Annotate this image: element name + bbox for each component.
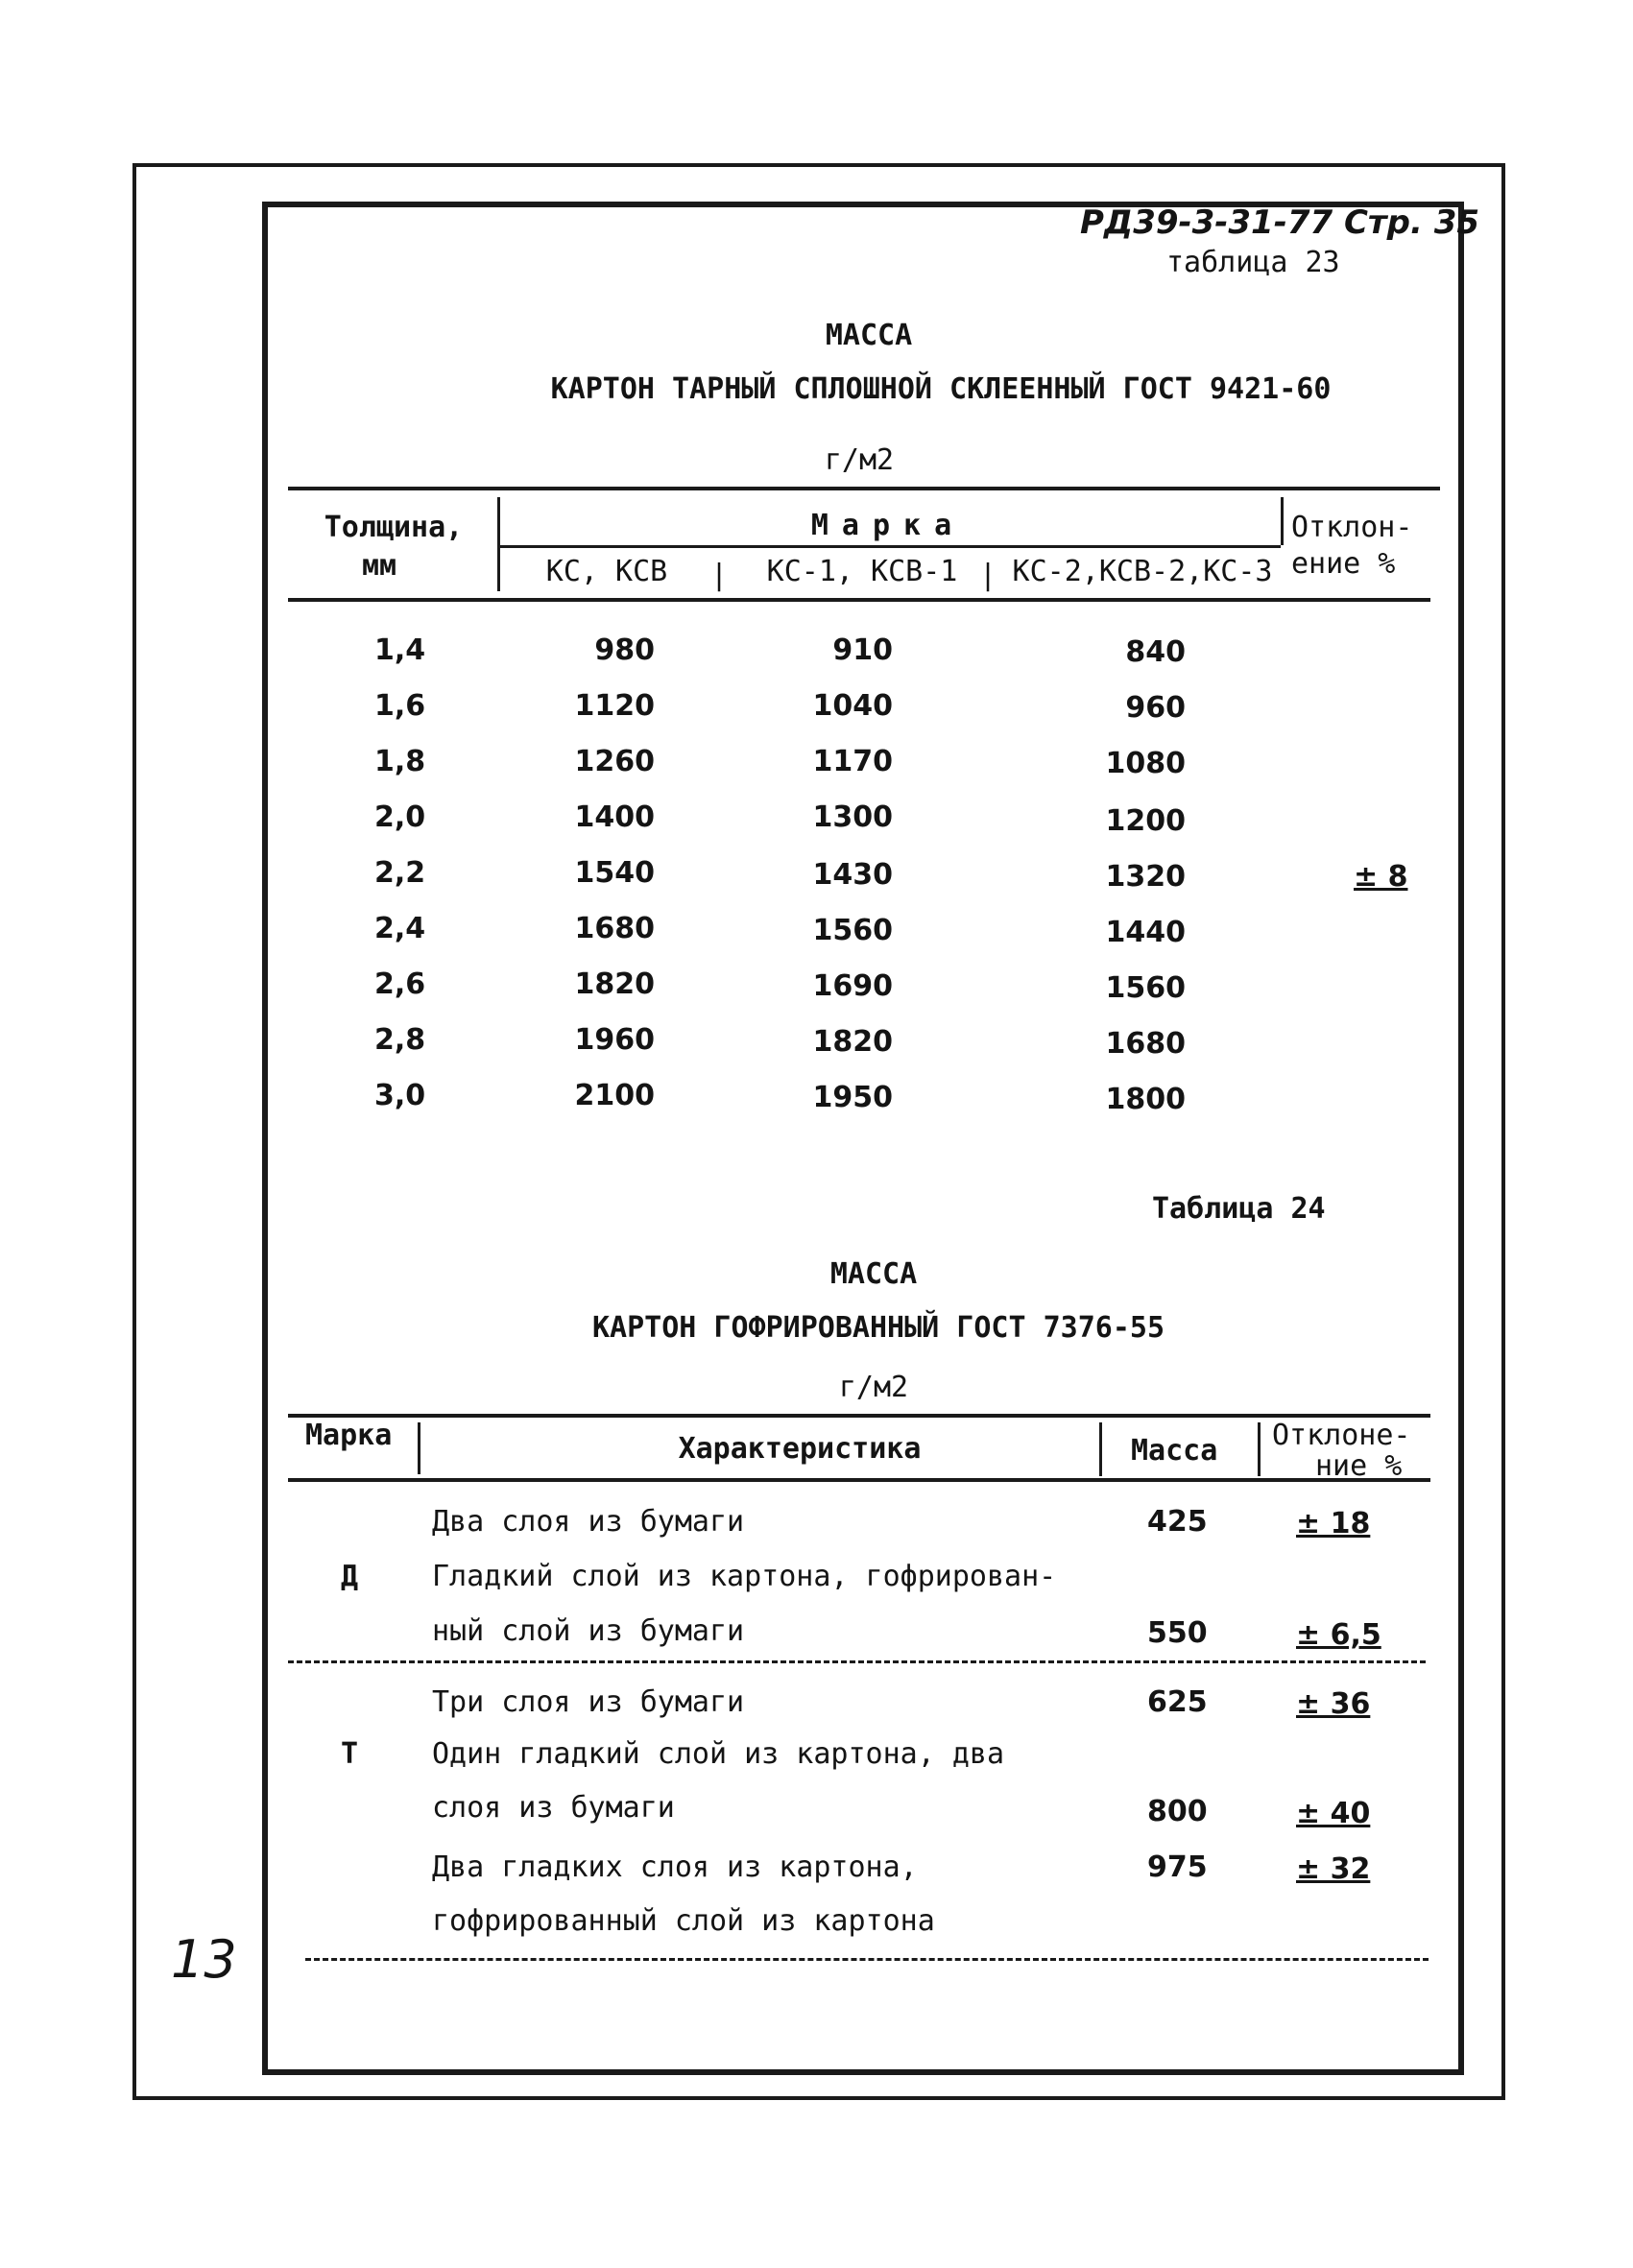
table23-grade-column: КС, КСВ	[545, 555, 668, 588]
table23-cell: 1680	[574, 912, 655, 945]
table23-grade-header: Марка	[810, 509, 966, 542]
table24-deviation-cell: ± 40	[1296, 1797, 1371, 1830]
table23-thickness-cell: 2,0	[374, 800, 426, 834]
table24-characteristic-line: гофрированный слой из картона	[432, 1904, 935, 1938]
table23-header-rule	[288, 598, 1430, 602]
table23-subtitle: КАРТОН ТАРНЫЙ СПЛОШНОЙ СКЛЕЕННЫЙ ГОСТ 9421-60	[550, 372, 1332, 406]
table23-cell: 1320	[1105, 860, 1186, 894]
table24-characteristic-header: Характеристика	[678, 1432, 922, 1466]
document-code: РД39-3-31-77 Стр. 35	[1080, 203, 1480, 242]
table23-cell: 1820	[574, 967, 655, 1001]
table24-unit: г/м2	[838, 1371, 909, 1404]
table23-unit: г/м2	[824, 443, 895, 477]
table24-deviation-cell: ± 36	[1296, 1687, 1371, 1721]
table24-col-divider	[418, 1422, 420, 1474]
table23-thickness-cell: 1,6	[374, 689, 426, 723]
table23-label: таблица 23	[1166, 246, 1340, 279]
table23-cell: 1120	[574, 689, 655, 723]
table23-cell: 1800	[1105, 1083, 1186, 1116]
table23-thickness-unit: мм	[361, 549, 397, 583]
table23-cell: 910	[832, 633, 893, 667]
table24-grade-d: Д	[341, 1560, 359, 1593]
table23-cell: 1540	[574, 856, 655, 890]
table23-cell: 1950	[812, 1081, 893, 1114]
table23-deviation-cell: ± 8	[1354, 860, 1408, 894]
table23-col-divider	[497, 497, 500, 591]
table24-col-divider	[1099, 1422, 1102, 1476]
table24-subtitle: КАРТОН ГОФРИРОВАННЫЙ ГОСТ 7376-55	[591, 1311, 1165, 1345]
table23-top-rule	[288, 487, 1440, 490]
table23-column-separator: |	[710, 559, 729, 592]
table23-thickness-cell: 2,8	[374, 1023, 426, 1057]
table24-mass-cell: 800	[1147, 1795, 1208, 1828]
table24-mass-cell: 550	[1147, 1616, 1208, 1650]
table23-cell: 1560	[812, 914, 893, 947]
table24-characteristic-line: ный слой из бумаги	[432, 1614, 745, 1648]
table23-grade-column: КС-2,КСВ-2,КС-3	[1012, 555, 1273, 588]
table24-mass-header: Масса	[1131, 1434, 1218, 1468]
table23-cell: 840	[1125, 635, 1186, 669]
table24-group-separator	[288, 1660, 1426, 1663]
table23-cell: 1200	[1105, 804, 1186, 838]
table23-thickness-cell: 3,0	[374, 1079, 426, 1112]
table24-characteristic-line: слоя из бумаги	[432, 1791, 675, 1825]
table24-mass-cell: 625	[1147, 1685, 1208, 1719]
table23-grade-rule	[497, 545, 1281, 548]
table23-cell: 1040	[812, 689, 893, 723]
table24-label: Таблица 24	[1152, 1192, 1326, 1226]
table24-mass-cell: 425	[1147, 1505, 1208, 1539]
table23-thickness-cell: 1,8	[374, 745, 426, 778]
table23-cell: 1820	[812, 1025, 893, 1059]
table24-header-rule	[288, 1478, 1430, 1482]
table24-deviation-header: Отклоне-	[1272, 1419, 1411, 1452]
table23-cell: 1560	[1105, 971, 1186, 1005]
table23-thickness-cell: 2,6	[374, 967, 426, 1001]
table24-deviation-header: ние %	[1315, 1449, 1403, 1483]
table23-thickness-cell: 2,4	[374, 912, 426, 945]
table23-cell: 2100	[574, 1079, 655, 1112]
table23-thickness-header: Толщина,	[324, 511, 464, 544]
table23-deviation-header: Отклон-	[1291, 511, 1413, 544]
table24-col-divider	[1258, 1422, 1261, 1476]
table23-col-divider	[1281, 497, 1284, 545]
table24-title: МАССА	[829, 1257, 918, 1291]
table23-cell: 980	[594, 633, 655, 667]
table23-title: МАССА	[825, 319, 913, 352]
table23-cell: 1960	[574, 1023, 655, 1057]
table23-cell: 1080	[1105, 747, 1186, 780]
table23-grade-column: КС-1, КСВ-1	[766, 555, 958, 588]
table23-deviation-header: ение %	[1291, 547, 1396, 581]
table23-cell: 1400	[574, 800, 655, 834]
table23-cell: 1430	[812, 858, 893, 892]
table24-characteristic-line: Три слоя из бумаги	[432, 1685, 745, 1719]
table23-cell: 1300	[812, 800, 893, 834]
table24-characteristic-line: Гладкий слой из картона, гофрирован-	[432, 1560, 1057, 1593]
table24-characteristic-line: Два слоя из бумаги	[432, 1505, 745, 1539]
table24-grade-t: Т	[341, 1737, 359, 1771]
table24-characteristic-line: Два гладких слоя из картона,	[432, 1850, 918, 1884]
table24-characteristic-line: Один гладкий слой из картона, два	[432, 1737, 1005, 1771]
table23-cell: 1170	[812, 745, 893, 778]
table24-bottom-separator	[305, 1958, 1429, 1961]
table24-top-rule	[288, 1414, 1430, 1418]
table24-deviation-cell: ± 32	[1296, 1852, 1371, 1886]
table24-grade-header: Марка	[305, 1419, 393, 1452]
table23-cell: 1690	[812, 969, 893, 1003]
table24-deviation-cell: ± 18	[1296, 1507, 1371, 1540]
table24-mass-cell: 975	[1147, 1850, 1208, 1884]
table23-column-separator: |	[979, 559, 997, 592]
handwritten-page-number: 13	[171, 1929, 237, 1990]
table23-thickness-cell: 2,2	[374, 856, 426, 890]
table23-cell: 1440	[1105, 916, 1186, 949]
table23-cell: 960	[1125, 691, 1186, 725]
table23-cell: 1680	[1105, 1027, 1186, 1061]
table23-thickness-cell: 1,4	[374, 633, 426, 667]
table24-deviation-cell: ± 6,5	[1296, 1618, 1381, 1652]
table23-cell: 1260	[574, 745, 655, 778]
